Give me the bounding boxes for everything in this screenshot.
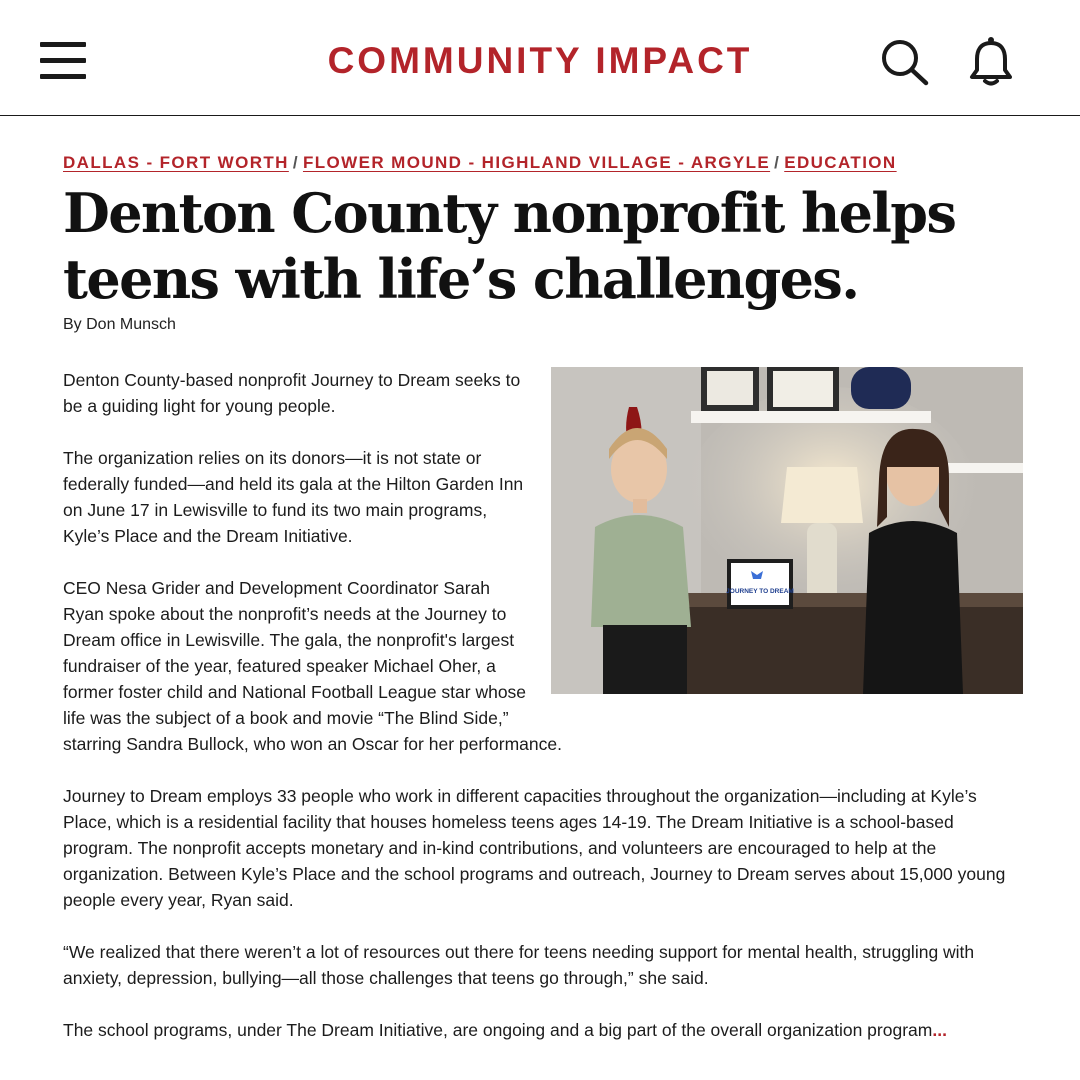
breadcrumb-separator: / [292, 153, 299, 172]
article-paragraph: “We realized that there weren’t a lot of resources out there for teens needing support for mental health, struggling with anxiety, depression, bullying—all those challenges that teens go through,” she said. [63, 942, 975, 988]
article-body [63, 367, 1023, 1069]
notification-bell-icon[interactable] [968, 36, 1014, 86]
article-byline: By Don Munsch [63, 316, 176, 333]
photo-sign-text: JOURNEY TO DREAM [726, 588, 794, 595]
site-header [0, 0, 1080, 116]
article-paragraph-text: The school programs, under The Dream Initiative, are ongoing and a big part of the overall organization program [63, 1020, 933, 1040]
article-title: Denton County nonprofit helps teens with life’s challenges. [63, 181, 956, 311]
article-paragraph: Journey to Dream employs 33 people who work in different capacities throughout the organization—including at Kyle’s Place, which is a residential facility that houses homeless teens ages 14-19. The Dream Initiative is a school-based program. The nonprofit accepts monetary and in-kind contributions, and volunteers are encouraged to help at the organization. Between Kyle’s Place and the school programs and outreach, Journey to Dream serves about 15,000 young people every year, Ryan said. [63, 786, 1006, 910]
article-paragraph: CEO Nesa Grider and Development Coordinator Sarah Ryan spoke about the nonprofit’s needs at the Journey to Dream office in Lewisville. The gala, the nonprofit's largest fundraiser of the year, featured speaker Michael Oher, a former foster child and National Football League star whose life was the subject of a book and movie “The Blind Side,” starring Sandra Bullock, who won an Oscar for her performance. [63, 578, 562, 754]
search-icon[interactable] [880, 38, 930, 86]
photo-illustration [551, 367, 1023, 694]
breadcrumb-dallas-fort-worth[interactable]: DALLAS - FORT WORTH [63, 153, 289, 172]
article-photo[interactable] [551, 367, 1023, 694]
article-paragraph: The organization relies on its donors—it is not state or federally funded—and held its gala at the Hilton Garden Inn on June 17 in Lewisville to fund its two main programs, Kyle’s Place and the Dream Initiative. [63, 448, 524, 546]
breadcrumb-education[interactable]: EDUCATION [784, 153, 897, 172]
breadcrumb [63, 153, 1023, 173]
site-logo[interactable]: COMMUNITY IMPACT [327, 40, 753, 81]
article-paragraph: Denton County-based nonprofit Journey to Dream seeks to be a guiding light for young people. [63, 370, 521, 416]
read-more-link[interactable]: ... [932, 1020, 947, 1040]
breadcrumb-separator: / [774, 153, 781, 172]
breadcrumb-flower-mound[interactable]: FLOWER MOUND - HIGHLAND VILLAGE - ARGYLE [302, 153, 771, 172]
article-paragraph-last [63, 1017, 1023, 1043]
